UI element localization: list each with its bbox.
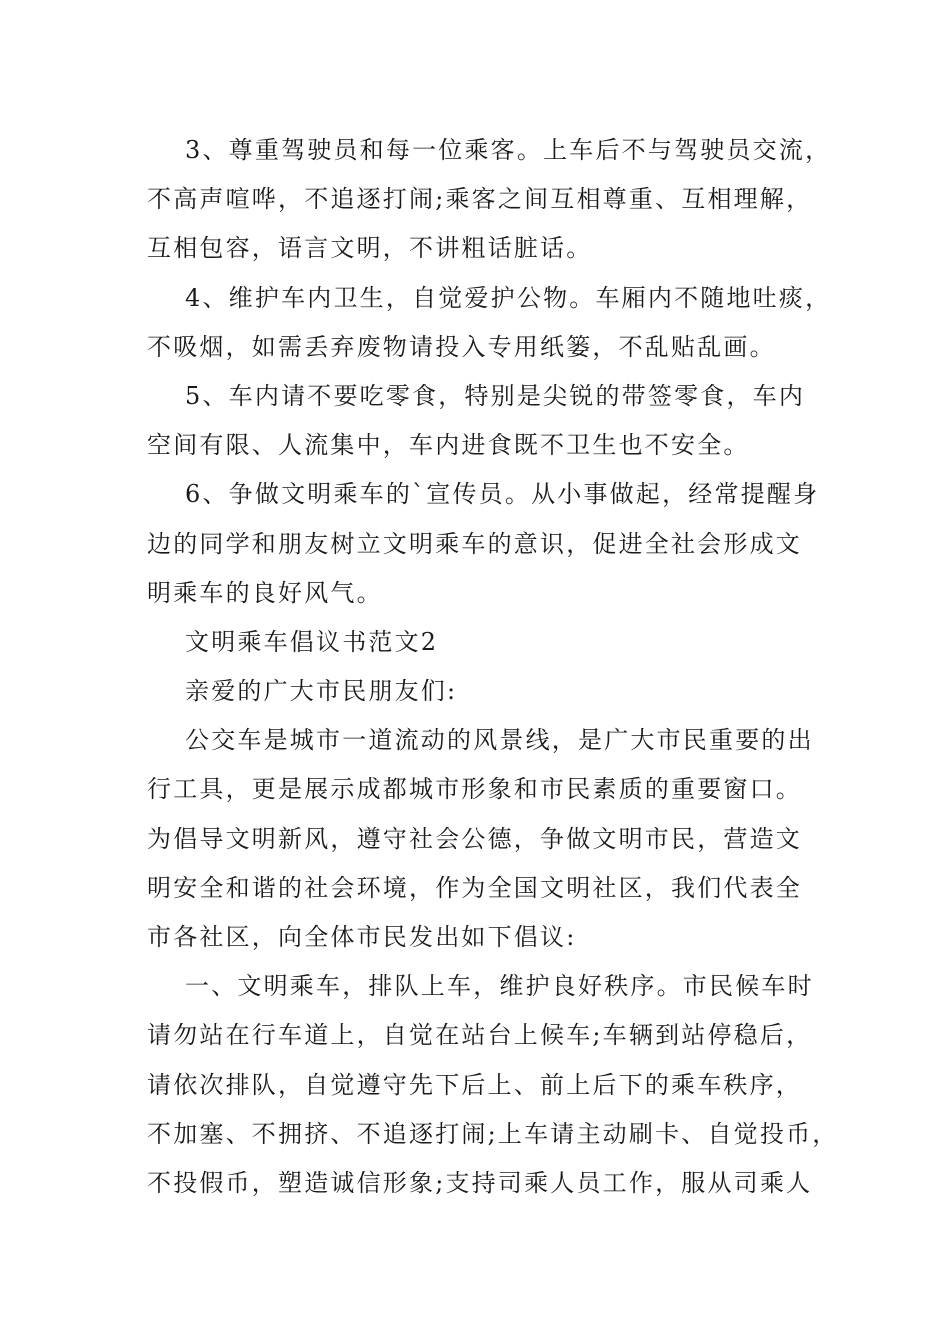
section-heading: 文明乘车倡议书范文2 bbox=[185, 627, 439, 656]
text-line: 行工具，更是展示成都城市形象和市民素质的重要窗口。 bbox=[147, 775, 802, 804]
text-line: 市各社区，向全体市民发出如下倡议: bbox=[147, 923, 577, 951]
text-line: 4、维护车内卫生，自觉爱护公物。车厢内不随地吐痰， bbox=[185, 283, 832, 312]
text-line: 不加塞、不拥挤、不追逐打闹;上车请主动刷卡、自觉投币， bbox=[147, 1119, 839, 1148]
text-line: 明安全和谐的社会环境，作为全国文明社区，我们代表全 bbox=[147, 873, 802, 902]
text-line: 为倡导文明新风，遵守社会公德，争做文明市民，营造文 bbox=[147, 824, 802, 853]
text-line: 空间有限、人流集中，车内进食既不卫生也不安全。 bbox=[147, 431, 750, 460]
text-line: 请依次排队，自觉遵守先下后上、前上后下的乘车秩序， bbox=[147, 1070, 802, 1099]
text-line: 边的同学和朋友树立文明乘车的意识，促进全社会形成文 bbox=[147, 529, 802, 558]
text-line: 互相包容，语言文明，不讲粗话脏话。 bbox=[147, 234, 593, 263]
body-text bbox=[147, 126, 839, 1208]
text-line: 不吸烟，如需丢弃废物请投入专用纸篓，不乱贴乱画。 bbox=[147, 332, 776, 361]
text-line: 5、车内请不要吃零食，特别是尖锐的带签零食，车内 bbox=[185, 381, 806, 410]
text-line: 6、争做文明乘车的`宣传员。从小事做起，经常提醒身 bbox=[185, 480, 820, 509]
text-line: 公交车是城市一道流动的风景线，是广大市民重要的出 bbox=[185, 726, 814, 755]
text-line: 一、文明乘车，排队上车，维护良好秩序。市民候车时 bbox=[185, 972, 814, 1001]
text-line: 3、尊重驾驶员和每一位乘客。上车后不与驾驶员交流， bbox=[185, 136, 832, 164]
text-line: 请勿站在行车道上，自觉在站台上候车;车辆到站停稳后， bbox=[147, 1021, 813, 1050]
text-line: 不投假币，塑造诚信形象;支持司乘人员工作，服从司乘人 bbox=[147, 1168, 813, 1197]
text-line: 明乘车的良好风气。 bbox=[147, 578, 383, 607]
text-line: 不高声喧哗，不追逐打闹;乘客之间互相尊重、互相理解， bbox=[147, 185, 813, 214]
salutation: 亲爱的广大市民朋友们: bbox=[185, 677, 458, 706]
